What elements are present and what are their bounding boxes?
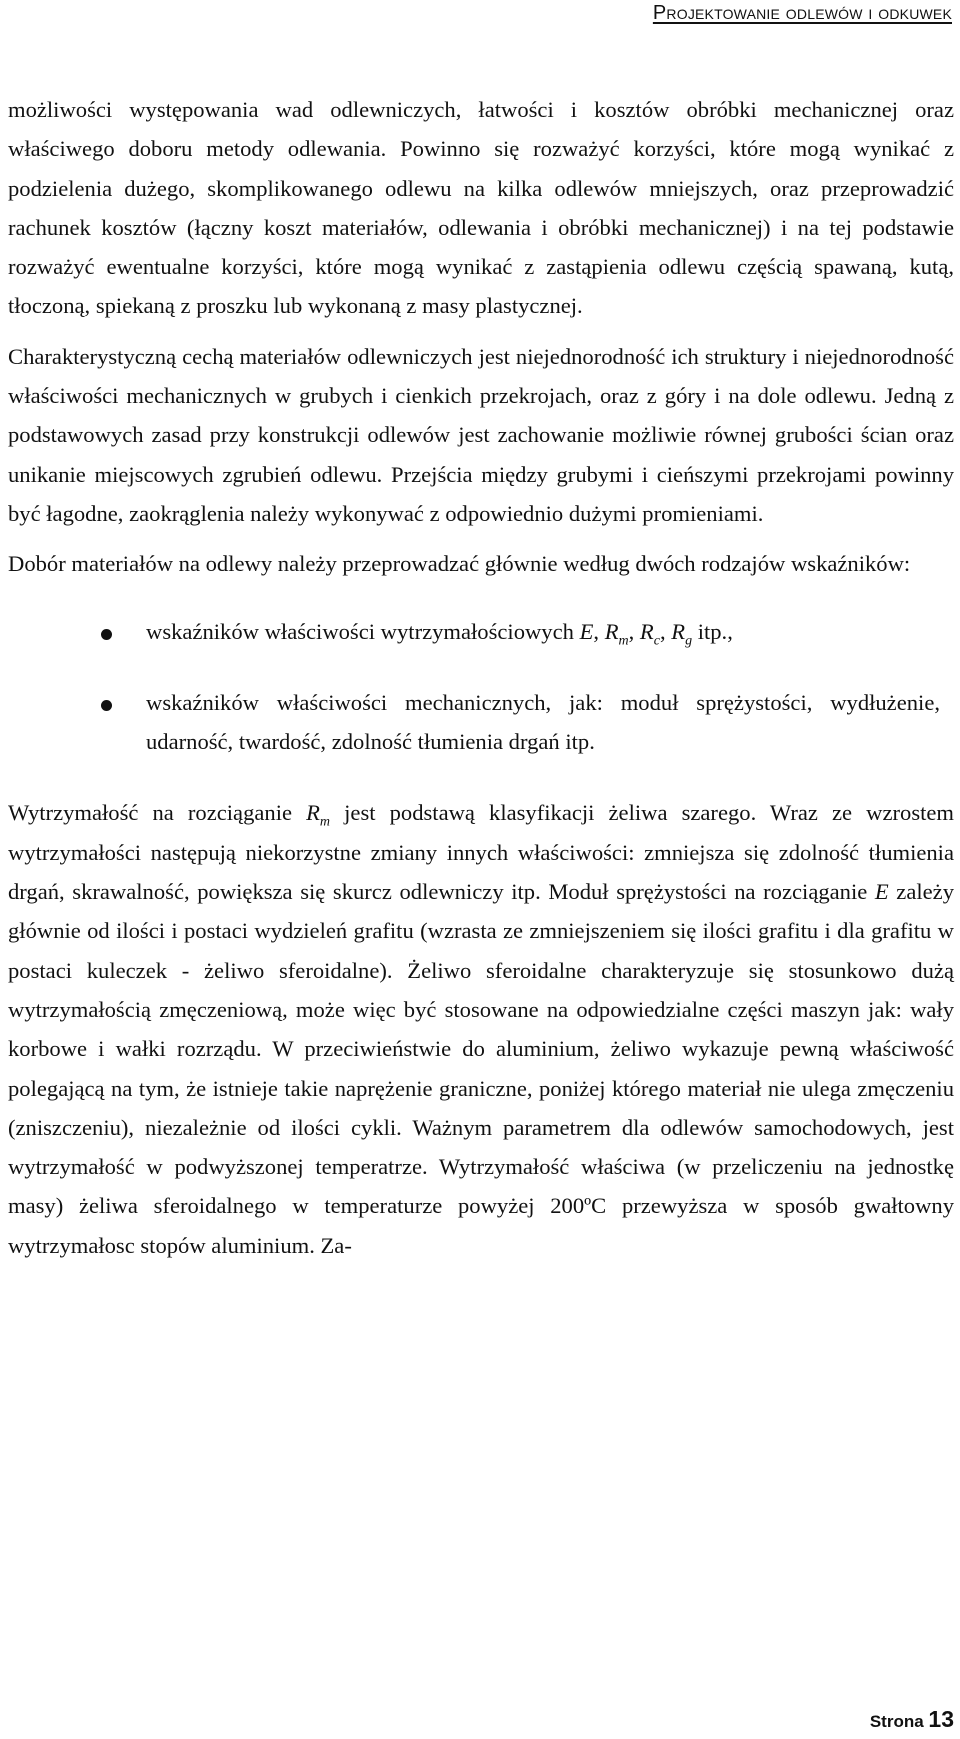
separator: ,	[659, 618, 672, 644]
page-body	[8, 90, 954, 1265]
paragraph-4-mid: jest podstawą klasyfikacji żeliwa szarego. Wraz ze wzrostem wytrzymałości następują niekorzystne zmiany innych właściwości: zmniejsza się zdolność tłumienia drgań, skrawalność, powiększa się skurcz odlewniczy itp. Moduł sprężystości na rozciąganie	[8, 800, 954, 905]
list-item	[8, 683, 954, 762]
bullet-1-tail: itp.,	[692, 618, 733, 644]
header-title: Projektowanie odlewów i odkuwek	[652, 2, 952, 24]
bullet-icon	[101, 629, 112, 640]
page-footer	[870, 1706, 954, 1733]
list-item	[8, 612, 954, 651]
bullet-2-text: wskaźników właściwości mechanicznych, jak: moduł sprężystości, wydłużenie, udarność, twardość, zdolność tłumienia drgań itp.	[146, 689, 940, 755]
indicator-list	[8, 612, 954, 762]
symbol-e: E	[579, 618, 594, 644]
page-label: Strona	[869, 1712, 924, 1731]
separator: ,	[628, 618, 640, 644]
subscript-m: m	[618, 633, 629, 649]
paragraph-2: Charakterystyczną cechą materiałów odlewniczych jest niejednorodność ich struktury i niejednorodność właściwości mechanicznych w grubych i cienkich przekrojach, oraz z góry i na dole odlewu. Jedną z podstawowych zasad przy konstrukcji odlewów jest zachowanie możliwie równej grubości ścian oraz unikanie miejscowych zgrubień odlewu. Przejścia między grubymi i cieńszymi przekrojami powinny być łagodne, zaokrąglenia należy wykonywać z odpowiednio dużymi promieniami.	[8, 343, 954, 526]
page-number: 13	[928, 1706, 954, 1732]
subscript-c: c	[653, 633, 660, 649]
subscript-m: m	[319, 814, 331, 830]
paragraph-4-lead: Wytrzymałość na rozciąganie	[8, 800, 293, 826]
symbol-r: R	[671, 618, 686, 644]
bullet-icon	[101, 700, 112, 711]
paragraph-4-rest: zależy głównie od ilości i postaci wydzieleń grafitu (wzrasta ze zmniejszeniem się ilości grafitu i dla grafitu w postaci kuleczek - żeliwo sferoidalne). Żeliwo sferoidalne charakteryzuje się stosunkowo dużą wytrzymałością zmęczeniową, może więc być stosowane na odpowiedzialne części maszyn jak: wały korbowe i wałki rozrządu. W przeciwieństwie do aluminium, żeliwo wykazuje pewną właściwość polegającą na tym, że istnieje takie naprężenie graniczne, poniżej którego materiał nie ulega zmęczeniu (zniszczeniu), niezależnie od ilości cykli. Ważnym parametrem dla odlewów samochodowych, jest wytrzymałość w podwyższonej temperatrze. Wytrzymałość właściwa (w przeliczeniu na jednostkę masy) żeliwa sferoidalnego w temperaturze powyżej 200ºC przewyższa w sposób gwałtowny wytrzymałosc stopów aluminium. Za-	[8, 879, 954, 1258]
paragraph-1: możliwości występowania wad odlewniczych, łatwości i kosztów obróbki mechanicznej oraz właściwego doboru metody odlewania. Powinno się rozważyć korzyści, które mogą wynikać z podzielenia dużego, skomplikowanego odlewu na kilka odlewów mniejszych, oraz przeprowadzić rachunek kosztów (łączny koszt materiałów, odlewania i obróbki mechanicznej) i na tej podstawie rozważyć ewentualne korzyści, które mogą wynikać z zastąpienia odlewu częścią spawaną, kutą, tłoczoną, spiekaną z proszku lub wykonaną z masy plastycznej.	[8, 97, 954, 319]
bullet-1-text: wskaźników właściwości wytrzymałościowych	[146, 618, 580, 644]
running-header	[653, 2, 952, 25]
subscript-g: g	[685, 633, 693, 649]
separator: ,	[593, 618, 605, 644]
symbol-r: R	[604, 618, 619, 644]
symbol-r: R	[306, 800, 320, 826]
symbol-e: E	[874, 879, 889, 905]
symbol-r: R	[639, 618, 654, 644]
paragraph-4	[8, 793, 954, 1265]
paragraph-3: Dobór materiałów na odlewy należy przeprowadzać głównie według dwóch rodzajów wskaźników:	[8, 551, 911, 577]
